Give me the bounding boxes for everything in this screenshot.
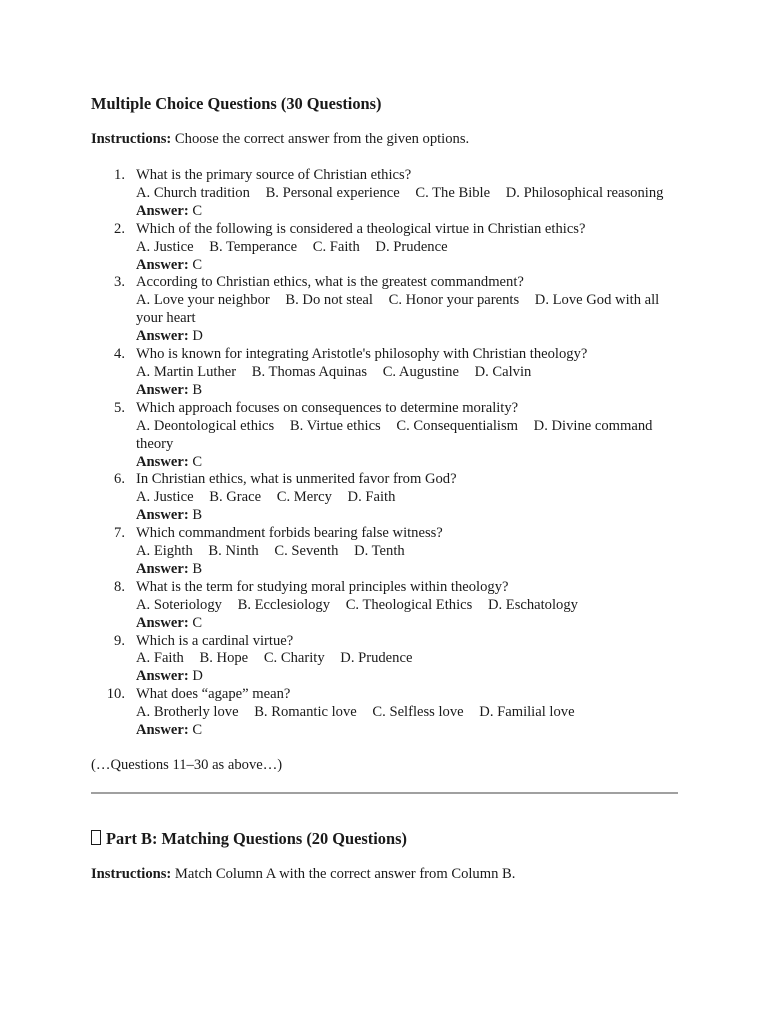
question-number: 3. xyxy=(114,274,125,291)
question-options xyxy=(136,597,679,615)
answer-line xyxy=(136,203,679,221)
question-options xyxy=(136,650,679,668)
answer-option: D. Divine command theory xyxy=(136,417,653,452)
answer-value: C xyxy=(188,722,203,739)
question-number: 5. xyxy=(114,399,125,416)
answer-option: C. Selfless love xyxy=(372,704,464,721)
answer-option: B. Do not steal xyxy=(285,292,373,309)
question-options xyxy=(136,418,679,454)
answer-line xyxy=(136,257,679,275)
answer-value: B xyxy=(188,381,203,398)
answer-option: C. Augustine xyxy=(382,363,459,380)
answer-label: Answer: xyxy=(136,507,189,524)
answer-option: B. Romantic love xyxy=(254,704,357,721)
question-item xyxy=(91,346,679,400)
answer-value: C xyxy=(188,256,203,273)
answer-value: C xyxy=(188,453,203,470)
question-text: Which of the following is considered a theological virtue in Christian ethics? xyxy=(136,220,586,237)
answer-line xyxy=(136,454,679,472)
question-text: Which commandment forbids bearing false witness? xyxy=(136,525,443,542)
answer-option: B. Virtue ethics xyxy=(289,417,381,434)
question-number: 7. xyxy=(114,525,125,542)
answer-option: C. Seventh xyxy=(274,543,339,560)
answer-option: B. Hope xyxy=(199,650,249,667)
horizontal-rule xyxy=(91,792,678,794)
part-b-title-text: Part B: Matching Questions (20 Questions) xyxy=(106,829,407,848)
question-item xyxy=(91,579,679,633)
section-title-part-b xyxy=(91,829,407,849)
question-list xyxy=(91,167,679,740)
answer-label: Answer: xyxy=(136,668,189,685)
answer-option: C. Honor your parents xyxy=(388,292,520,309)
answer-value: B xyxy=(188,507,203,524)
answer-option: A. Justice xyxy=(136,238,194,255)
instructions-label: Instructions: xyxy=(91,131,172,147)
answer-label: Answer: xyxy=(136,453,189,470)
question-text: In Christian ethics, what is unmerited favor from God? xyxy=(136,471,457,488)
answer-option: B. Ecclesiology xyxy=(237,596,331,613)
question-number: 8. xyxy=(114,578,125,595)
answer-line xyxy=(136,615,679,633)
question-item xyxy=(91,686,679,740)
question-number: 10. xyxy=(106,686,125,703)
answer-option: D. Philosophical reasoning xyxy=(505,184,664,201)
instructions-text: Choose the correct answer from the given options. xyxy=(171,131,470,147)
question-text: Which is a cardinal virtue? xyxy=(136,632,294,649)
question-options xyxy=(136,239,679,257)
answer-option: A. Deontological ethics xyxy=(136,417,275,434)
answer-line xyxy=(136,668,679,686)
answer-label: Answer: xyxy=(136,256,189,273)
answer-option: B. Temperance xyxy=(209,238,298,255)
answer-option: A. Martin Luther xyxy=(136,363,237,380)
answer-option: C. Mercy xyxy=(276,489,332,506)
question-item xyxy=(91,274,679,346)
question-number: 2. xyxy=(114,220,125,237)
answer-option: C. Consequentialism xyxy=(396,417,519,434)
answer-option: C. The Bible xyxy=(415,184,491,201)
answer-option: D. Tenth xyxy=(354,543,405,560)
answer-line xyxy=(136,382,679,400)
instructions-label: Instructions: xyxy=(91,866,172,882)
question-item xyxy=(91,167,679,221)
question-number: 4. xyxy=(114,346,125,363)
answer-option: C. Theological Ethics xyxy=(345,596,473,613)
question-options xyxy=(136,364,679,382)
answer-value: D xyxy=(188,328,203,345)
question-text: What is the primary source of Christian ethics? xyxy=(136,167,412,183)
question-text: According to Christian ethics, what is the greatest commandment? xyxy=(136,274,524,291)
question-options xyxy=(136,292,679,328)
answer-option: B. Thomas Aquinas xyxy=(251,363,368,380)
answer-label: Answer: xyxy=(136,560,189,577)
question-text: What does “agape” mean? xyxy=(136,686,291,703)
instructions-text: Match Column A with the correct answer from Column B. xyxy=(171,866,516,882)
question-options xyxy=(136,489,679,507)
question-options xyxy=(136,704,679,722)
answer-option: D. Familial love xyxy=(479,704,575,721)
answer-value: C xyxy=(188,202,203,219)
answer-label: Answer: xyxy=(136,381,189,398)
answer-label: Answer: xyxy=(136,328,189,345)
answer-label: Answer: xyxy=(136,722,189,739)
question-item xyxy=(91,221,679,275)
answer-option: D. Calvin xyxy=(474,363,532,380)
question-number: 1. xyxy=(114,167,125,183)
answer-option: B. Personal experience xyxy=(265,184,400,201)
answer-option: A. Brotherly love xyxy=(136,704,239,721)
answer-line xyxy=(136,507,679,525)
answer-option: A. Eighth xyxy=(136,543,193,560)
answer-option: C. Faith xyxy=(312,238,360,255)
answer-label: Answer: xyxy=(136,202,189,219)
answer-option: A. Justice xyxy=(136,489,194,506)
question-text: What is the term for studying moral principles within theology? xyxy=(136,578,509,595)
question-item xyxy=(91,633,679,687)
answer-label: Answer: xyxy=(136,614,189,631)
answer-value: C xyxy=(188,614,203,631)
answer-value: B xyxy=(188,560,203,577)
answer-option: A. Faith xyxy=(136,650,184,667)
answer-option: D. Eschatology xyxy=(487,596,578,613)
answer-option: A. Soteriology xyxy=(136,596,222,613)
question-options xyxy=(136,185,679,203)
question-options xyxy=(136,543,679,561)
instructions-part-a xyxy=(91,131,469,149)
checkbox-icon xyxy=(91,830,101,845)
section-title-part-a: Multiple Choice Questions (30 Questions) xyxy=(91,94,382,113)
instructions-part-b xyxy=(91,866,515,884)
question-item xyxy=(91,471,679,525)
answer-option: D. Faith xyxy=(347,489,396,506)
answer-option: B. Ninth xyxy=(208,543,259,560)
question-number: 9. xyxy=(114,632,125,649)
answer-option: A. Church tradition xyxy=(136,184,250,201)
answer-line xyxy=(136,328,679,346)
question-item xyxy=(91,400,679,472)
answer-option: D. Love God with all your heart xyxy=(136,292,660,327)
answer-line xyxy=(136,561,679,579)
question-item xyxy=(91,525,679,579)
answer-option: C. Charity xyxy=(263,650,325,667)
continuation-note: (…Questions 11–30 as above…) xyxy=(91,757,283,773)
question-text: Which approach focuses on consequences to determine morality? xyxy=(136,399,519,416)
answer-option: A. Love your neighbor xyxy=(136,292,270,309)
answer-option: D. Prudence xyxy=(375,238,448,255)
answer-value: D xyxy=(188,668,203,685)
answer-line xyxy=(136,722,679,740)
question-text: Who is known for integrating Aristotle's philosophy with Christian theology? xyxy=(136,346,588,363)
answer-option: D. Prudence xyxy=(340,650,413,667)
question-number: 6. xyxy=(114,471,125,488)
answer-option: B. Grace xyxy=(209,489,262,506)
